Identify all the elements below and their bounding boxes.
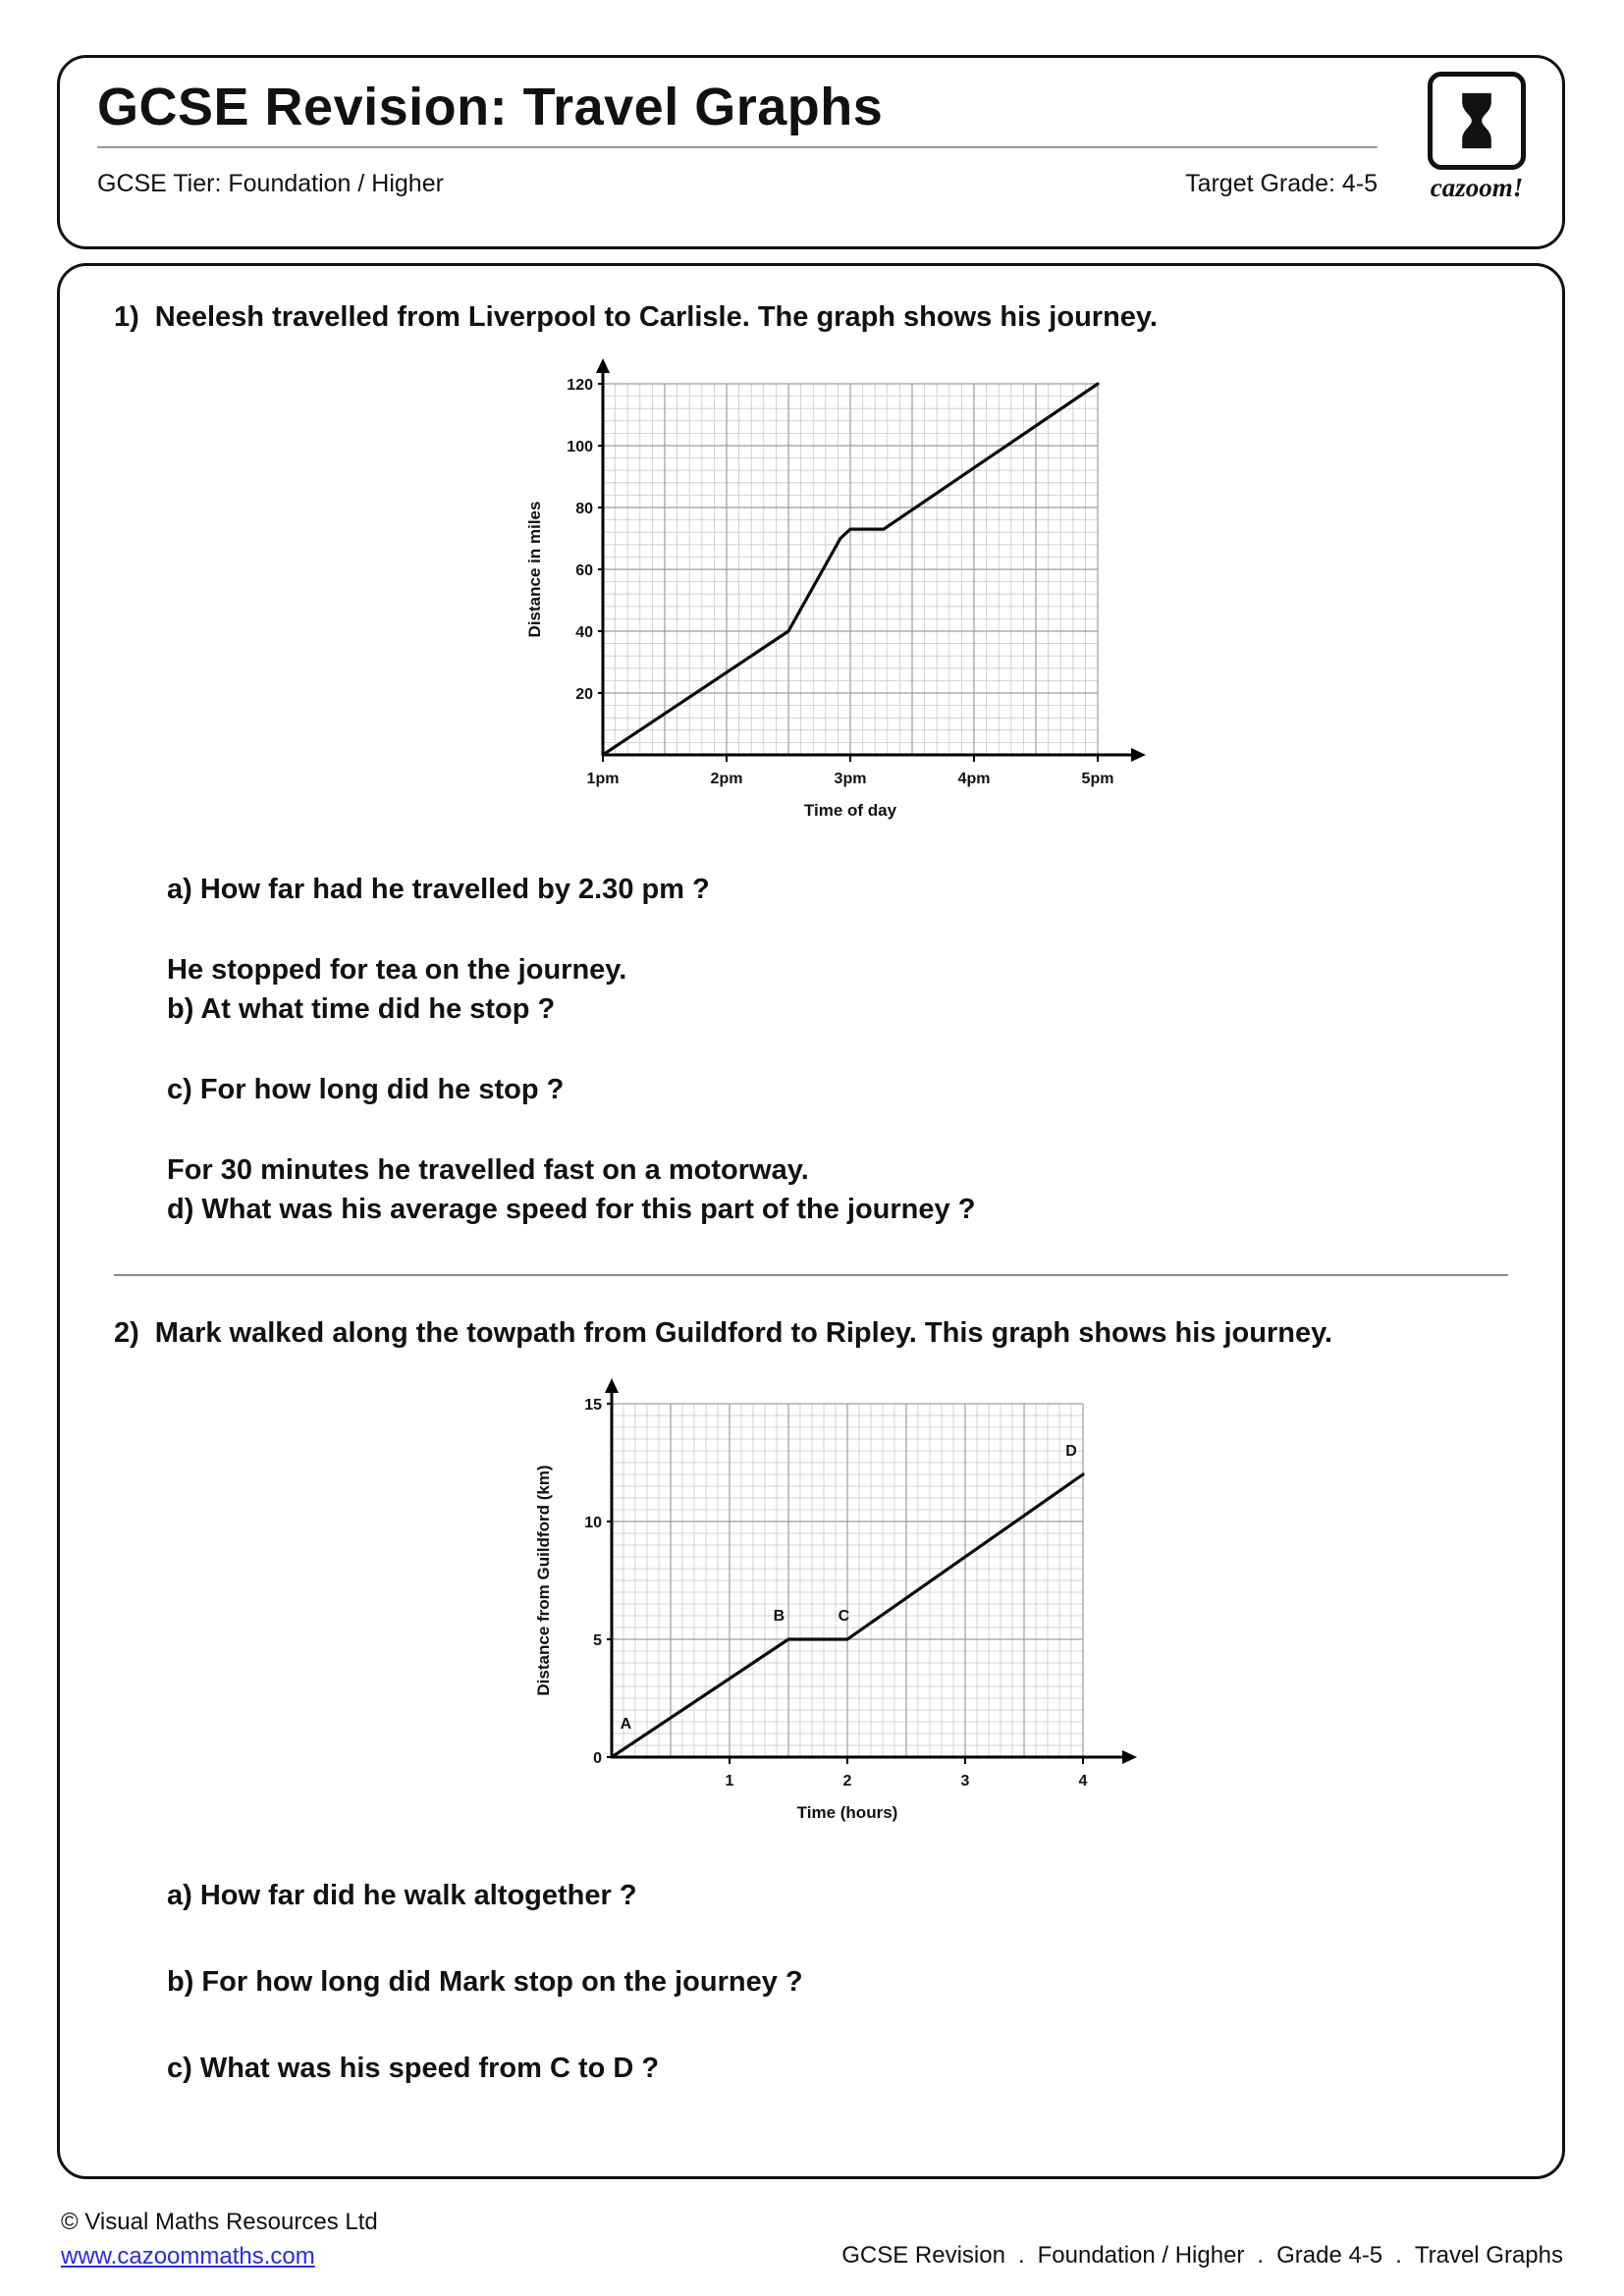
svg-text:5pm: 5pm: [1081, 771, 1114, 787]
q2-part-c: [167, 2049, 1508, 2088]
svg-text:5: 5: [593, 1632, 602, 1649]
q1-travel-graph: [505, 354, 1149, 835]
svg-text:15: 15: [584, 1397, 602, 1414]
q2-part-a: [167, 1876, 1508, 1915]
svg-text:0: 0: [593, 1750, 602, 1767]
page-title: GCSE Revision: Travel Graphs: [97, 78, 884, 136]
question-1-prompt: [114, 297, 1508, 337]
cazoom-logo: [1415, 72, 1539, 203]
svg-text:3: 3: [960, 1773, 970, 1789]
crumb-topic: Travel Graphs: [1414, 2242, 1563, 2269]
header: [57, 55, 1565, 249]
svg-text:2: 2: [842, 1773, 852, 1789]
q2-part-b: [167, 1962, 1508, 2002]
crumb-separator: .: [1257, 2242, 1265, 2269]
crumb-tier: Foundation / Higher: [1037, 2242, 1245, 2269]
question-2-text: Mark walked along the towpath from Guildford to Ripley. This graph shows his journey.: [154, 1317, 1333, 1349]
section-divider: [114, 1274, 1508, 1276]
crumb-separator: .: [1395, 2242, 1402, 2269]
svg-text:Time of day: Time of day: [803, 801, 897, 820]
website-link[interactable]: www.cazoommaths.com: [61, 2243, 315, 2269]
svg-text:Time (hours): Time (hours): [796, 1803, 898, 1822]
question-1-parts: [167, 870, 1508, 1229]
footer-breadcrumb: [841, 2242, 1563, 2269]
hourglass-icon: [1428, 72, 1526, 170]
q1-part-c: [167, 1070, 1508, 1109]
crumb-grade: Grade 4-5: [1276, 2242, 1383, 2269]
crumb-revision: GCSE Revision: [841, 2242, 1005, 2269]
svg-text:1: 1: [725, 1773, 734, 1789]
svg-text:10: 10: [584, 1515, 602, 1531]
question-1-text: Neelesh travelled from Liverpool to Carlisle. The graph shows his journey.: [154, 301, 1158, 333]
footer-left: [61, 2205, 378, 2273]
q1-part-b: [167, 950, 1508, 1029]
q1-part-b-context: He stopped for tea on the journey.: [167, 954, 627, 986]
svg-text:4: 4: [1078, 1773, 1088, 1789]
svg-text:B: B: [773, 1607, 785, 1625]
question-1-number: 1): [114, 301, 139, 333]
header-meta-row: [97, 170, 1378, 198]
tier-label: GCSE Tier: Foundation / Higher: [97, 170, 444, 197]
svg-text:80: 80: [575, 501, 593, 517]
q2-graph-container: [514, 1374, 1140, 1842]
q1-part-d-label: d) What was his average speed for this part of the journey ?: [167, 1194, 976, 1225]
q1-part-a-label: a) How far had he travelled by 2.30 pm ?: [167, 874, 710, 905]
q1-graph-container: [505, 354, 1149, 840]
q1-part-d-context: For 30 minutes he travelled fast on a motorway.: [167, 1154, 809, 1186]
worksheet-body: [57, 263, 1565, 2179]
q2-part-c-label: c) What was his speed from C to D ?: [167, 2053, 660, 2084]
svg-text:3pm: 3pm: [834, 771, 867, 787]
title-divider: [97, 146, 1378, 148]
svg-text:Distance in miles: Distance in miles: [525, 501, 544, 638]
q1-part-a: [167, 870, 1508, 909]
svg-text:C: C: [838, 1607, 850, 1625]
cazoom-logo-text: cazoom!: [1430, 173, 1524, 202]
q2-part-b-label: b) For how long did Mark stop on the journey ?: [167, 1966, 803, 1998]
question-2-number: 2): [114, 1317, 139, 1349]
svg-text:20: 20: [575, 686, 593, 703]
target-grade-label: Target Grade: 4-5: [1185, 170, 1378, 197]
svg-text:A: A: [620, 1716, 632, 1734]
copyright-text: © Visual Maths Resources Ltd: [61, 2209, 378, 2235]
svg-text:40: 40: [575, 624, 593, 641]
question-2-parts: [167, 1876, 1508, 2088]
svg-text:1pm: 1pm: [586, 771, 620, 787]
svg-text:2pm: 2pm: [710, 771, 743, 787]
svg-text:4pm: 4pm: [957, 771, 991, 787]
svg-text:D: D: [1065, 1442, 1077, 1460]
svg-text:120: 120: [567, 377, 593, 394]
svg-text:100: 100: [567, 439, 593, 455]
crumb-separator: .: [1017, 2242, 1025, 2269]
q2-part-a-label: a) How far did he walk altogether ?: [167, 1880, 637, 1911]
q2-travel-graph: [514, 1374, 1140, 1838]
q1-part-b-label: b) At what time did he stop ?: [167, 993, 556, 1025]
question-2-prompt: [114, 1313, 1508, 1353]
svg-text:Distance from Guildford (km): Distance from Guildford (km): [534, 1465, 553, 1696]
q1-part-d: [167, 1150, 1508, 1229]
svg-text:60: 60: [575, 562, 593, 579]
q1-part-c-label: c) For how long did he stop ?: [167, 1074, 565, 1105]
